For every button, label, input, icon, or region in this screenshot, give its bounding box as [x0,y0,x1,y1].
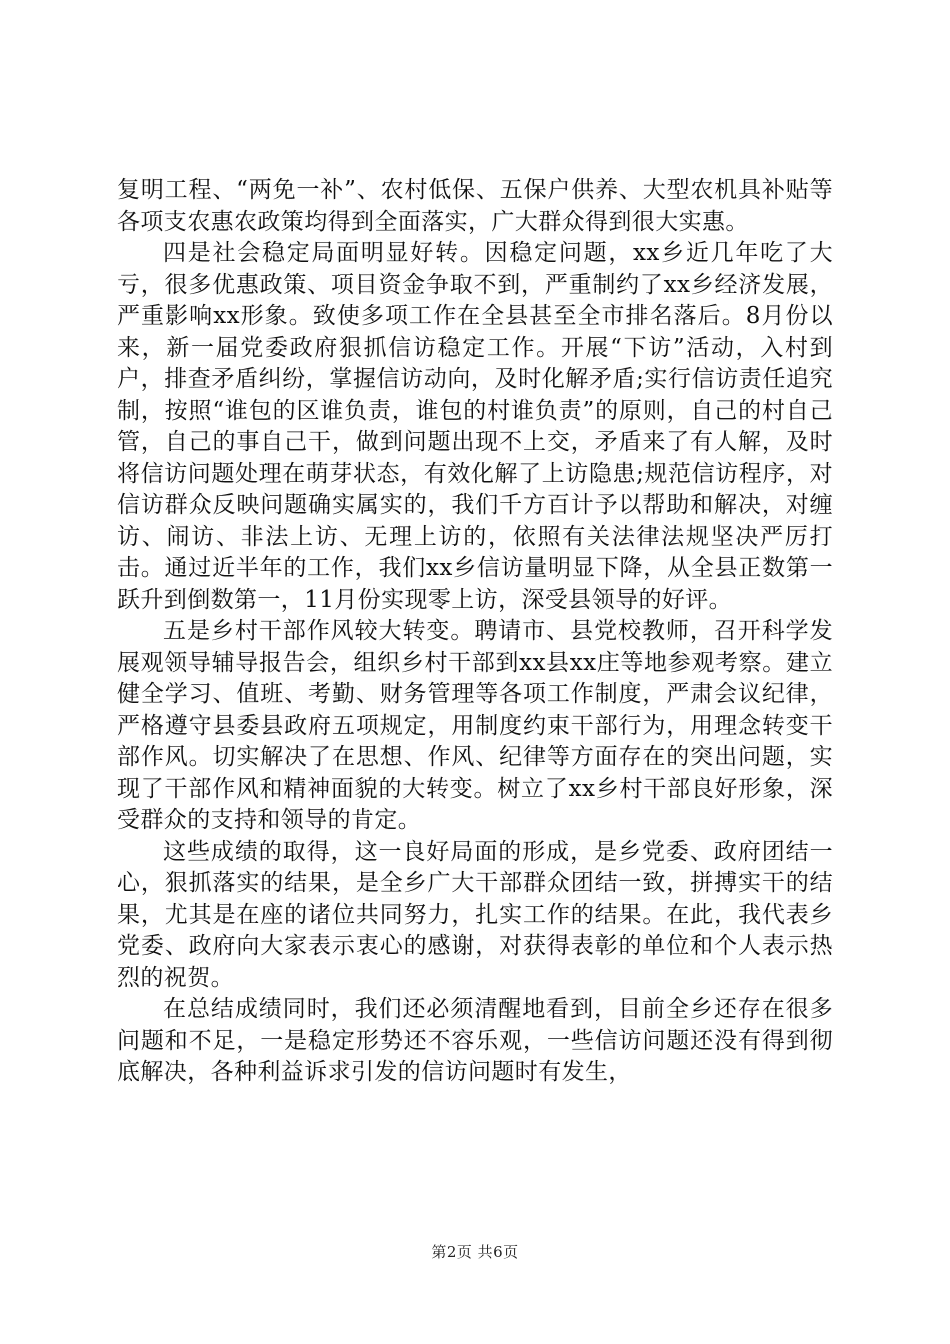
paragraph-social-stability: 四是社会稳定局面明显好转。因稳定问题，xx乡近几年吃了大亏，很多优惠政策、项目资金争取不到，严重制约了xx乡经济发展，严重影响xx形象。致使多项工作在全县甚至全市排名落后。8月份以来，新一届党委政府狠抓信访稳定工作。开展“下访”活动，入村到户，排查矛盾纠纷，掌握信访动向，及时化解矛盾;实行信访责任追究制，按照“谁包的区谁负责，谁包的村谁负责”的原则，自己的村自己管，自己的事自己干，做到问题出现不上交，矛盾来了有人解，及时将信访问题处理在萌芽状态，有效化解了上访隐患;规范信访程序，对信访群众反映问题确实属实的，我们千方百计予以帮助和解决，对缠访、闹访、非法上访、无理上访的，依照有关法律法规坚决严厉打击。通过近半年的工作，我们xx乡信访量明显下降，从全县正数第一跃升到倒数第一，11月份实现零上访，深受县领导的好评。 [117,240,833,613]
paragraph-achievements: 这些成绩的取得，这一良好局面的形成，是乡党委、政府团结一心，狠抓落实的结果，是全乡广大干部群众团结一致，拼搏实干的结果，尤其是在座的诸位共同努力，扎实工作的结果。在此，我代表乡党委、政府向大家表示衷心的感谢，对获得表彰的单位和个人表示热烈的祝贺。 [117,838,833,991]
document-body [117,175,833,1089]
paragraph-continuation: 复明工程、“两免一补”、农村低保、五保户供养、大型农机具补贴等各项支农惠农政策均得到全面落实，广大群众得到很大实惠。 [117,177,833,235]
paragraph-cadre-style: 五是乡村干部作风较大转变。聘请市、县党校教师，召开科学发展观领导辅导报告会，组织乡村干部到xx县xx庄等地参观考察。建立健全学习、值班、考勤、财务管理等各项工作制度，严肃会议纪律，严格遵守县委县政府五项规定，用制度约束干部行为，用理念转变干部作风。切实解决了在思想、作风、纪律等方面存在的突出问题，实现了干部作风和精神面貌的大转变。树立了xx乡村干部良好形象，深受群众的支持和领导的肯定。 [117,618,833,833]
paragraph-problems: 在总结成绩同时，我们还必须清醒地看到，目前全乡还存在很多问题和不足，一是稳定形势还不容乐观，一些信访问题还没有得到彻底解决，各种利益诉求引发的信访问题时有发生， [117,996,833,1085]
page-number-footer: 第2页 共6页 [431,1243,519,1261]
